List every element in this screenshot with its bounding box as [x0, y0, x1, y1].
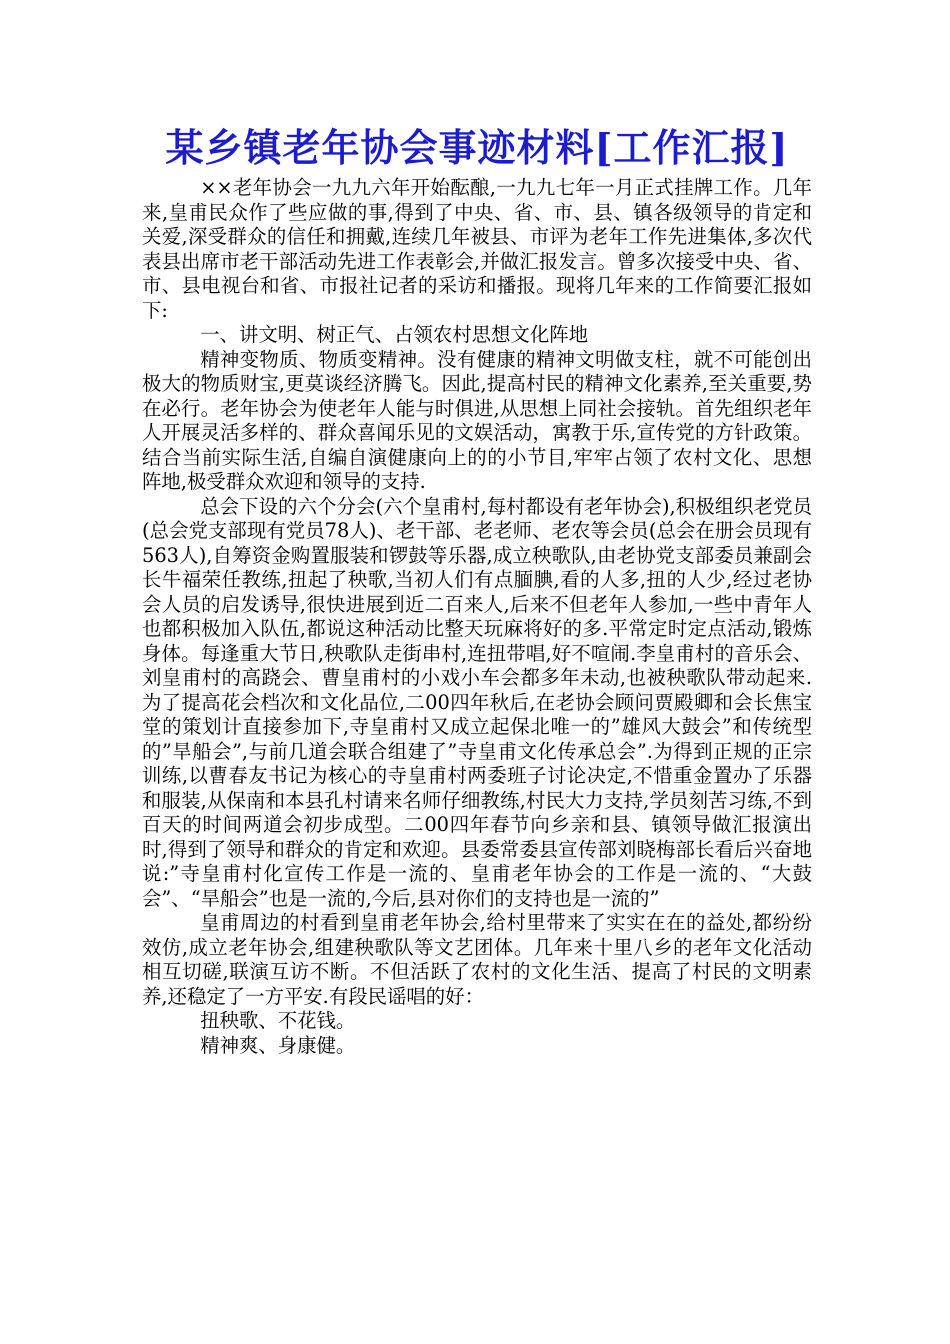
paragraph-intro: ××老年协会一九九六年开始酝酿,一九九七年一月正式挂牌工作。几年来,皇甫民众作了些应做的事,得到了中央、省、市、县、镇各级领导的肯定和关爱,深受群众的信任和拥戴,连续几年被县、市评为老年工作先进集体,多次代表县出席市老干部活动先进工作表彰会,并做汇报发言。曾多次接受中央、省、市、县电视台和省、市报社记者的采访和播报。现将几年来的工作简要汇报如下:: [142, 176, 812, 322]
paragraph-neighbors: 皇甫周边的村看到皇甫老年协会,给村里带来了实实在在的益处,都纷纷效仿,成立老年协会,组建秧歌队等文艺团体。几年来十里八乡的老年文化活动相互切磋,联演互访不断。不但活跃了农村的文化生活、提高了村民的文明素养,还稳定了一方平安.有段民谣唱的好：: [142, 911, 812, 1008]
paragraph-spirit: 精神变物质、物质变精神。没有健康的精神文明做支柱，就不可能创出极大的物质财宝,更莫谈经济腾飞。因此,提高村民的精神文化素养,至关重要,势在必行。老年协会为使老年人能与时俱进,从思想上同社会接轨。首先组织老年人开展灵活多样的、群众喜闻乐见的文娱活动，寓教于乐,宣传党的方针政策。结合当前实际生活,自编自演健康向上的的小节目,牢牢占领了农村文化、思想阵地,极受群众欢迎和领导的支持.: [142, 347, 812, 493]
section-heading-1: 一、讲文明、树正气、占领农村思想文化阵地: [200, 323, 588, 346]
document-title: 某乡镇老年协会事迹材料[工作汇报]: [165, 125, 789, 170]
document-page: [142, 126, 812, 1058]
rhyme-line-1: 扭秧歌、不花钱。: [200, 1009, 356, 1032]
rhyme-line-2: 精神爽、身康健。: [200, 1033, 356, 1057]
paragraph-branches: 总会下设的六个分会(六个皇甫村,每村都设有老年协会),积极组织老党员(总会党支部现有党员78人)、老干部、老老师、老农等会员(总会在册会员现有563人),自筹资金购置服装和锣鼓等乐器,成立秧歌队,由老协党支部委员兼副会长牛福荣任教练,扭起了秧歌,当初人们有点腼腆,看的人多,扭的人少,经过老协会人员的启发诱导,很快进展到近二百来人,后来不但老年人参加,一些中青年人也都积极加入队伍,都说这种活动比整天玩麻将好的多.平常定时定点活动,锻炼身体。每逢重大节日,秧歌队走街串村,连扭带唱,好不喧闹.李皇甫村的音乐会、刘皇甫村的高跷会、曹皇甫村的小戏小车会都多年未动,也被秧歌队带动起来.为了提高花会档次和文化品位,二00四年秋后,在老协会顾问贾殿卿和会长焦宝堂的策划计直接参加下,寺皇甫村又成立起保北唯一的”雄风大鼓会”和传统型的”旱船会”,与前几道会联合组建了”寺皇甫文化传承总会”.为得到正规的正宗训练,以曹春友书记为核心的寺皇甫村两委班子讨论决定,不惜重金置办了乐器和服装,从保南和本县孔村请来名师仔细教练,村民大力支持,学员刻苦习练,不到百天的时间两道会初步成型。二00四年春节向乡亲和县、镇领导做汇报演出时,得到了领导和群众的肯定和欢迎。县委常委县宣传部刘晓梅部长看后兴奋地说:”寺皇甫村化宣传工作是一流的、皇甫老年协会的工作是一流的、“大鼓会”、“旱船会”也是一流的,今后,县对你们的支持也是一流的”: [142, 494, 812, 910]
document-body: [142, 176, 812, 1058]
